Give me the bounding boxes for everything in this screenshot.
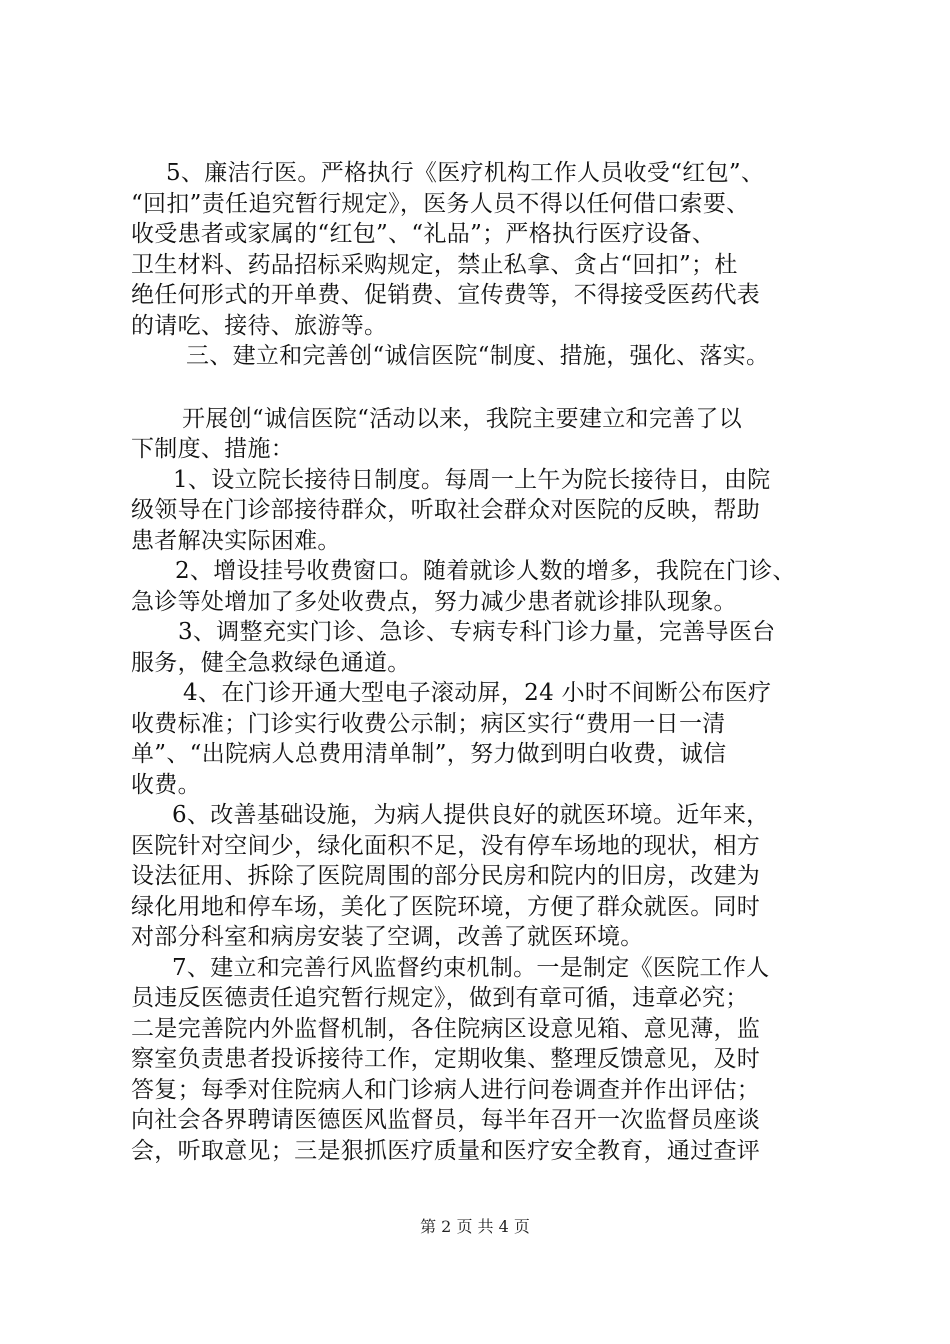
- text-line: 医院针对空间少，绿化面积不足，没有停车场地的现状，相方: [131, 833, 761, 859]
- text-line: “回扣”责任追究暂行规定》，医务人员不得以任何借口索要、: [131, 191, 750, 217]
- text-line: 员违反医德责任追究暂行规定》，做到有章可循，违章必究；: [131, 985, 749, 1011]
- text-line: 设法征用、拆除了医院周围的部分民房和院内的旧房，改建为: [131, 863, 761, 889]
- text-line: 4、在门诊开通大型电子滚动屏，24 小时不间断公布医疗: [183, 680, 772, 706]
- text-line: 6、改善基础设施，为病人提供良好的就医环境。近年来，: [172, 802, 770, 828]
- text-line: 开展创“诚信医院“活动以来，我院主要建立和完善了以: [182, 406, 743, 432]
- text-line: 察室负责患者投诉接待工作，定期收集、整理反馈意见，及时: [131, 1046, 761, 1072]
- text-line: 会，听取意见；三是狠抓医疗质量和医疗安全教育，通过查评: [131, 1138, 761, 1164]
- section-heading: 三、建立和完善创“诚信医院“制度、措施，强化、落实。: [186, 343, 770, 369]
- text-line: 卫生材料、药品招标采购规定，禁止私拿、贪占“回扣”；杜: [131, 252, 738, 278]
- text-line: 急诊等处增加了多处收费点，努力减少患者就诊排队现象。: [131, 589, 737, 615]
- text-line: 收受患者或家属的“红包”、“礼品”；严格执行医疗设备、: [131, 221, 716, 247]
- text-line: 5、廉洁行医。严格执行《医疗机构工作人员收受“红包”、: [166, 160, 765, 186]
- text-line: 级领导在门诊部接待群众，听取社会群众对医院的反映，帮助: [131, 497, 761, 523]
- text-line: 向社会各界聘请医德医风监督员，每半年召开一次监督员座谈: [131, 1107, 761, 1133]
- text-line: 3、调整充实门诊、急诊、专病专科门诊力量，完善导医台: [178, 619, 776, 645]
- text-line: 绿化用地和停车场，美化了医院环境，方便了群众就医。同时: [131, 894, 761, 920]
- text-line: 2、增设挂号收费窗口。随着就诊人数的增多，我院在门诊、: [175, 558, 796, 584]
- text-line: 收费。: [131, 772, 201, 798]
- text-line: 绝任何形式的开单费、促销费、宣传费等，不得接受医药代表: [131, 282, 761, 308]
- page-number-footer: 第 2 页 共 4 页: [420, 1217, 530, 1236]
- text-line: 的请吃、接待、旅游等。: [131, 313, 388, 339]
- text-line: 患者解决实际困难。: [131, 528, 341, 554]
- text-line: 下制度、措施：: [131, 436, 295, 462]
- text-line: 服务，健全急救绿色通道。: [131, 650, 411, 676]
- text-line: 二是完善院内外监督机制，各住院病区设意见箱、意见薄，监: [131, 1016, 761, 1042]
- text-line: 7、建立和完善行风监督约束机制。一是制定《医院工作人: [172, 955, 770, 981]
- text-line: 1、设立院长接待日制度。每周一上午为院长接待日，由院: [173, 467, 771, 493]
- text-line: 单”、“出院病人总费用清单制”，努力做到明白收费，诚信: [131, 741, 727, 767]
- text-line: 收费标准；门诊实行收费公示制；病区实行“费用一日一清: [131, 711, 726, 737]
- text-line: 答复；每季对住院病人和门诊病人进行问卷调查并作出评估；: [131, 1077, 761, 1103]
- text-line: 对部分科室和病房安装了空调，改善了就医环境。: [131, 924, 644, 950]
